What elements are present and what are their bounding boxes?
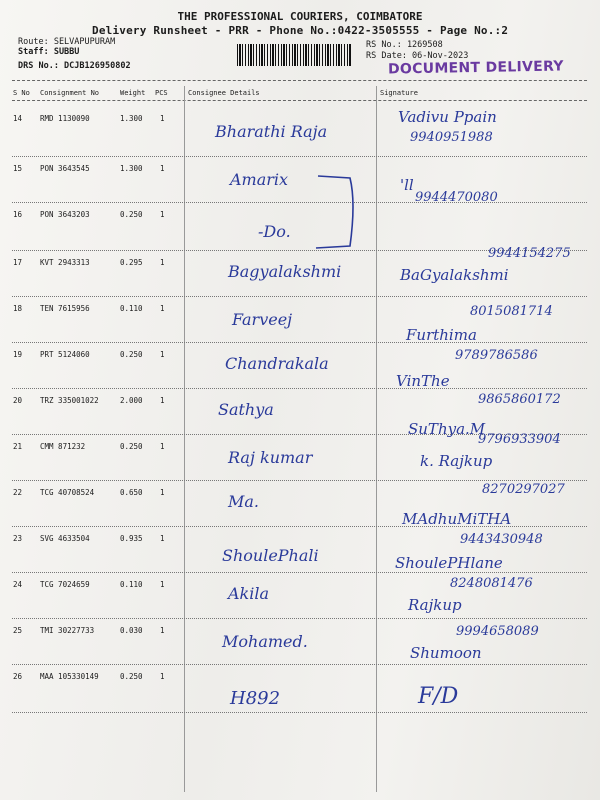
row-pcs: 1: [160, 442, 165, 451]
row-pcs: 1: [160, 396, 165, 405]
company-name: THE PROFESSIONAL COURIERS, COIMBATORE: [177, 10, 423, 23]
row-consignment: PON 3643545: [40, 164, 90, 173]
row-signature: VinThe: [396, 372, 450, 390]
row-consignment: PRT 5124060: [40, 350, 90, 359]
row-pcs: 1: [160, 580, 165, 589]
table-row: [0, 204, 600, 250]
row-weight: 0.030: [120, 626, 143, 635]
row-divider: [12, 526, 587, 527]
row-sno: 23: [13, 534, 23, 543]
row-phone: 9796933904: [478, 432, 561, 447]
row-signature: k. Rajkup: [420, 452, 493, 470]
row-consignment: SVG 4633504: [40, 534, 90, 543]
row-pcs: 1: [160, 258, 165, 267]
table-row: [0, 620, 600, 666]
bracket-mark-icon: [310, 172, 360, 252]
row-divider: [12, 342, 587, 343]
row-consignee-name: Akila: [228, 584, 270, 603]
row-consignment: TEN 7615956: [40, 304, 90, 313]
table-row: [0, 108, 600, 154]
row-signature: MAdhuMiTHA: [402, 510, 512, 528]
row-consignee-name: Mohamed.: [222, 632, 308, 651]
row-consignment: TMI 30227733: [40, 626, 95, 635]
col-consignee: Consignee Details: [188, 89, 260, 97]
row-divider: [12, 388, 587, 389]
row-consignee-name: Raj kumar: [228, 448, 313, 467]
row-divider: [12, 664, 587, 665]
row-consignment: CMM 871232: [40, 442, 86, 451]
row-phone: 9443430948: [460, 532, 543, 547]
row-divider: [12, 156, 587, 157]
row-divider: [12, 296, 587, 297]
row-pcs: 1: [160, 350, 165, 359]
row-divider: [12, 202, 587, 203]
row-weight: 0.110: [120, 580, 143, 589]
col-pcs: PCS: [155, 89, 168, 97]
row-sno: 14: [13, 114, 23, 123]
row-weight: 0.250: [120, 350, 143, 359]
table-row: [0, 432, 600, 482]
row-signature: Shumoon: [410, 644, 482, 662]
row-consignment: TCG 7024659: [40, 580, 90, 589]
header-divider: [12, 80, 587, 81]
row-consignee-name: Bagyalakshmi: [228, 262, 342, 281]
col-sno: S No: [13, 89, 30, 97]
row-signature: Vadivu Ppain: [398, 108, 497, 126]
column-divider: [12, 100, 587, 101]
row-divider: [12, 480, 587, 481]
row-phone: 9994658089: [456, 624, 539, 639]
row-phone: 9944154275: [488, 246, 571, 261]
row-signature: Rajkup: [408, 596, 462, 614]
row-consignment: TRZ 335001022: [40, 396, 99, 405]
row-weight: 0.250: [120, 442, 143, 451]
rs-date: RS Date: 06-Nov-2023: [366, 51, 469, 61]
runsheet-title: Delivery Runsheet - PRR - Phone No.:0422-3505555 - Page No.:2: [92, 24, 509, 37]
row-consignee-name: Bharathi Raja: [215, 122, 328, 141]
row-consignee-name: ShoulePhali: [222, 546, 319, 565]
table-row: [0, 482, 600, 528]
row-weight: 0.935: [120, 534, 143, 543]
row-consignment: PON 3643203: [40, 210, 90, 219]
row-consignee-name: Amarix: [230, 170, 289, 189]
row-consignment: TCG 40708524: [40, 488, 95, 497]
drs-label: DRS No.: DCJB126950802: [18, 61, 131, 71]
col-consignment: Consignment No: [40, 89, 100, 97]
row-consignment: MAA 105330149: [40, 672, 99, 681]
row-sno: 15: [13, 164, 23, 173]
row-sno: 16: [13, 210, 23, 219]
row-pcs: 1: [160, 534, 165, 543]
row-phone: 8248081476: [450, 576, 533, 591]
row-sno: 20: [13, 396, 23, 405]
row-phone: 9940951988: [410, 130, 493, 145]
staff-label: Staff: SUBBU: [18, 47, 80, 57]
row-pcs: 1: [160, 210, 165, 219]
row-sno: 17: [13, 258, 23, 267]
row-sno: 26: [13, 672, 23, 681]
row-signature: Furthima: [406, 326, 477, 344]
row-signature: 'll: [400, 176, 414, 194]
table-row: [0, 158, 600, 204]
row-signature: F/D: [418, 684, 459, 709]
row-weight: 1.300: [120, 164, 143, 173]
row-consignee-name: Chandrakala: [225, 354, 329, 373]
table-row: [0, 666, 600, 712]
table-row: [0, 298, 600, 344]
route-label: Route: SELVAPUPURAM: [18, 37, 116, 47]
table-row: [0, 344, 600, 390]
row-divider: [12, 618, 587, 619]
table-row: [0, 390, 600, 436]
row-weight: 2.000: [120, 396, 143, 405]
row-consignee-name: -Do.: [258, 222, 291, 241]
row-sno: 25: [13, 626, 23, 635]
rs-number: RS No.: 1269508: [366, 40, 443, 50]
row-weight: 0.110: [120, 304, 143, 313]
table-row: [0, 574, 600, 620]
row-sno: 24: [13, 580, 23, 589]
row-phone: 9789786586: [455, 348, 538, 363]
barcode-icon: [237, 44, 351, 66]
row-consignment: KVT 2943313: [40, 258, 90, 267]
table-row: [0, 528, 600, 574]
row-signature: ShoulePHlane: [395, 554, 503, 572]
row-phone: 9865860172: [478, 392, 561, 407]
row-consignee-name: Sathya: [218, 400, 274, 419]
col-signature: Signature: [380, 89, 418, 97]
row-weight: 0.250: [120, 672, 143, 681]
row-weight: 0.295: [120, 258, 143, 267]
row-weight: 0.650: [120, 488, 143, 497]
row-weight: 0.250: [120, 210, 143, 219]
table-row: [0, 246, 600, 298]
row-sno: 19: [13, 350, 23, 359]
row-sno: 18: [13, 304, 23, 313]
row-consignee-name: H892: [230, 688, 281, 709]
col-weight: Weight: [120, 89, 146, 97]
row-divider: [12, 712, 587, 713]
row-pcs: 1: [160, 304, 165, 313]
row-phone: 8270297027: [482, 482, 565, 497]
row-consignee-name: Ma.: [228, 492, 260, 511]
row-pcs: 1: [160, 672, 165, 681]
row-divider: [12, 572, 587, 573]
row-consignment: RMD 1130090: [40, 114, 90, 123]
row-signature: BaGyalakshmi: [400, 266, 509, 284]
row-phone: 8015081714: [470, 304, 553, 319]
row-pcs: 1: [160, 164, 165, 173]
row-pcs: 1: [160, 626, 165, 635]
document-delivery-stamp: DOCUMENT DELIVERY: [387, 58, 564, 78]
row-pcs: 1: [160, 488, 165, 497]
row-sno: 22: [13, 488, 23, 497]
row-pcs: 1: [160, 114, 165, 123]
row-phone: 9944470080: [415, 190, 498, 205]
row-sno: 21: [13, 442, 23, 451]
row-consignee-name: Farveej: [232, 310, 293, 329]
row-weight: 1.300: [120, 114, 143, 123]
row-signature: SuThya.M: [408, 420, 486, 438]
